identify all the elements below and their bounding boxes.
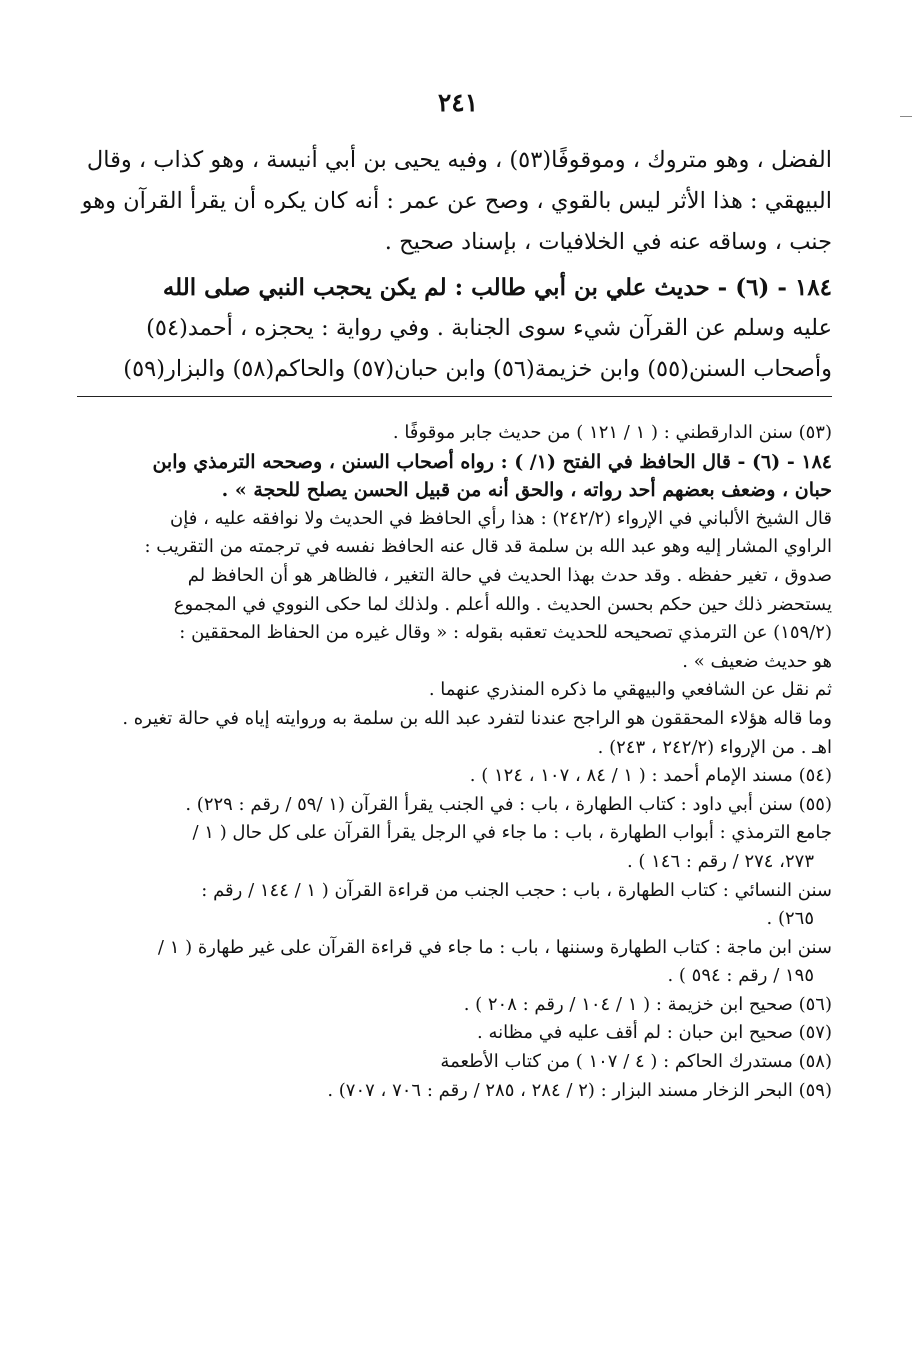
footnote-line: حبان ، وضعف بعضهم أحد رواته ، والحق أنه من قبيل الحسن يصلح للحجة » . [221,479,832,502]
main-line: الفضل ، وهو متروك ، وموقوفًا(٥٣) ، وفيه يحيى بن أبي أنيسة ، وهو كذاب ، وقال [86,147,832,173]
footnotes [78,419,832,1105]
main-text [78,140,832,390]
footnote-line: جامع الترمذي : أبواب الطهارة ، باب : ما جاء في الرجل يقرأ القرآن على كل حال ( ١ / [192,822,832,844]
footnote-line: (٥٤) مسند الإمام أحمد : ( ١ / ٨٤ ، ١٠٧ ، ١٢٤ ) . [469,765,832,787]
footnote-line: (٥٧) صحيح ابن حبان : لم أقف عليه في مظانه . [477,1022,832,1044]
main-line: البيهقي : هذا الأثر ليس بالقوي ، وصح عن عمر : أنه كان يكره أن يقرأ القرآن وهو [81,188,832,214]
footnote-line: ٢٦٥) . [766,908,814,930]
footnote-line: سنن ابن ماجة : كتاب الطهارة وسننها ، باب : ما جاء في قراءة القرآن على غير طهارة ( ١ / [157,936,832,958]
hadith-line: وأصحاب السنن(٥٥) وابن خزيمة(٥٦) وابن حبان(٥٧) والحاكم(٥٨) والبزار(٥٩) [123,356,832,382]
footnote-line: (٥٣) سنن الدارقطني : ( ١ / ١٢١ ) من حديث جابر موقوفًا . [392,422,832,443]
footnote-line: يستحضر ذلك حين حكم بحسن الحديث . والله أعلم . ولذلك لما حكى النووي في المجموع [173,593,832,615]
hadith-heading: ١٨٤ - (٦) - حديث علي بن أبي طالب : لم يكن يحجب النبي صلى الله [162,274,832,301]
footnote-line: وما قاله هؤلاء المحققون هو الراجح عندنا لتفرد عبد الله بن سلمة به وروايته إياه في حالة تغيره . [122,707,832,729]
footnote-line: (١٥٩/٢) عن الترمذي تصحيحه للحديث تعقبه بقوله : « وقال غيره من الحفاظ المحققين : [179,622,832,644]
footnote-line: صدوق ، تغير حفظه . وقد حدث بهذا الحديث في حالة التغير ، فالظاهر هو أن الحافظ لم [187,564,832,586]
hadith-line: عليه وسلم عن القرآن شيء سوى الجنابة . وفي رواية : يحجزه ، أحمد(٥٤) [146,315,832,341]
footnote-line: (٥٩) البحر الزخار مسند البزار : (٢ / ٢٨٤ ، ٢٨٥ / رقم : ٧٠٦ ، ٧٠٧) . [327,1079,832,1101]
footnote-line: قال الشيخ الألباني في الإرواء (٢٤٢/٢) : هذا رأي الحافظ في الحديث ولا نوافقه عليه ، فإن [170,507,832,529]
footnote-line: (٥٦) صحيح ابن خزيمة : ( ١ / ١٠٤ / رقم : ٢٠٨ ) . [463,993,832,1015]
footnote-separator [77,396,832,397]
main-line: جنب ، وساقه عنه في الخلافيات ، بإسناد صحيح . [384,229,832,255]
footnote-line: هو حديث ضعيف » . [682,650,832,672]
footnote-line: ١٨٤ - (٦) - قال الحافظ في الفتح (١/ ) : رواه أصحاب السنن ، وصححه الترمذي وابن [152,450,832,473]
footnote-line: ثم نقل عن الشافعي والبيهقي ما ذكره المنذري عنهما . [428,679,832,701]
footnote-line: سنن النسائي : كتاب الطهارة ، باب : حجب الجنب من قراءة القرآن ( ١ / ١٤٤ / رقم : [201,879,832,901]
page-number: ٢٤١ [437,88,479,117]
footnote-line: (٥٨) مستدرك الحاكم : ( ٤ / ١٠٧ ) من كتاب الأطعمة [440,1051,832,1073]
footnote-line: ١٩٥ / رقم : ٥٩٤ ) . [667,965,814,987]
footnote-line: الراوي المشار إليه وهو عبد الله بن سلمة قد قال عنه الحافظ نفسه في ترجمته من التقريب : [144,536,832,558]
footnote-line: (٥٥) سنن أبي داود : كتاب الطهارة ، باب : في الجنب يقرأ القرآن (١ /٥٩ / رقم : ٢٢٩) . [185,793,832,815]
footnote-line: اهـ . من الإرواء (٢٤٢/٢ ، ٢٤٣) . [597,736,832,758]
footnote-line: ٢٧٣، ٢٧٤ / رقم : ١٤٦ ) . [626,850,814,872]
